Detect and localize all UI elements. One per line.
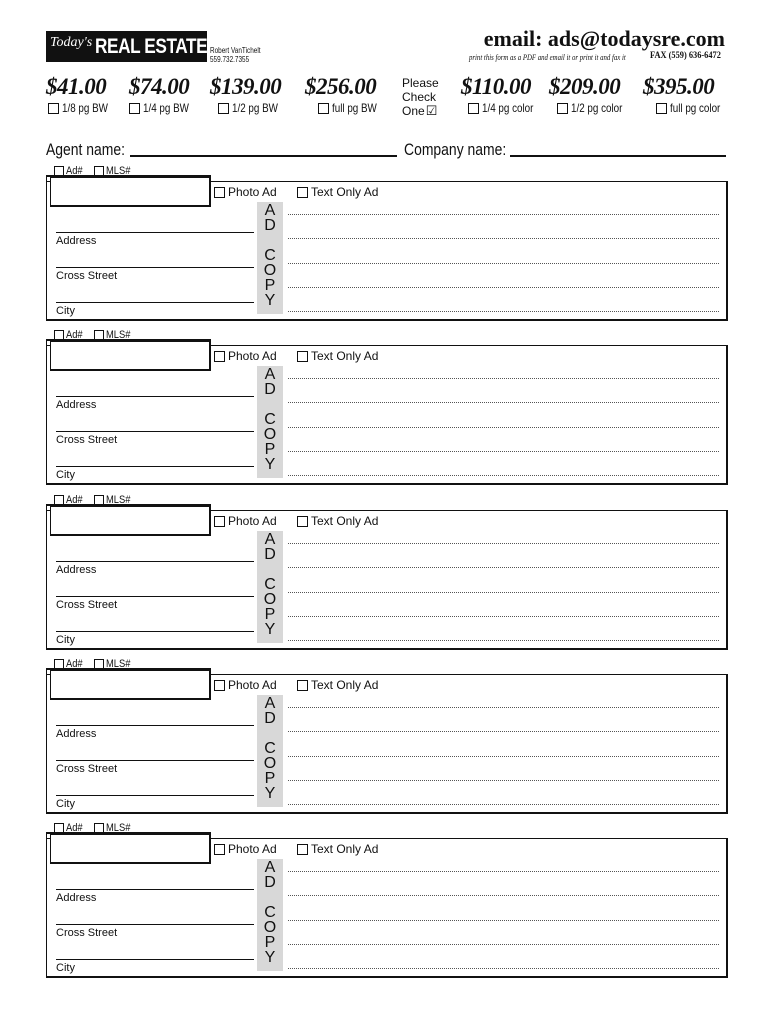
ad-tabs [54, 822, 142, 834]
ad-number-option[interactable] [54, 165, 86, 177]
ad-copy-line[interactable] [288, 780, 719, 781]
ad-number-label: Ad# [66, 165, 83, 177]
ad-number-input[interactable] [50, 834, 211, 864]
mls-number-option[interactable] [94, 329, 135, 341]
ad-copy-letter: O [263, 591, 277, 608]
mls-number-checkbox[interactable] [94, 495, 104, 505]
ad-copy-line[interactable] [288, 968, 719, 969]
option-1-4-color[interactable] [468, 101, 545, 115]
ad-copy-line[interactable] [288, 402, 719, 403]
please-line: Please [402, 76, 439, 90]
text-only-ad-label: Text Only Ad [311, 678, 379, 692]
ad-copy-line[interactable] [288, 592, 719, 593]
photo-ad-checkbox[interactable] [214, 187, 225, 198]
ad-copy-line[interactable] [288, 475, 719, 476]
text-only-ad-checkbox[interactable] [297, 187, 308, 198]
ad-copy-letter: A [264, 531, 276, 548]
ad-number-checkbox[interactable] [54, 330, 64, 340]
option-full-color[interactable] [656, 101, 731, 115]
mls-number-label: MLS# [105, 329, 131, 341]
ad-copy-line[interactable] [288, 567, 719, 568]
price-1-4-bw: $74.00 [129, 74, 190, 99]
checkbox-checked-icon: ☑ [425, 103, 438, 118]
cross-street-field[interactable] [56, 431, 254, 432]
option-1-2-bw[interactable] [218, 101, 288, 115]
text-only-ad-checkbox[interactable] [297, 680, 308, 691]
ad-copy-line[interactable] [288, 871, 719, 872]
ad-copy-letter: D [264, 874, 276, 891]
ad-copy-label [257, 202, 283, 314]
ad-copy-line[interactable] [288, 427, 719, 428]
ad-copy-letter: A [264, 859, 276, 876]
ad-copy-line[interactable] [288, 731, 719, 732]
address-field[interactable] [56, 396, 254, 397]
photo-ad-checkbox[interactable] [214, 351, 225, 362]
price-full-bw: $256.00 [305, 74, 377, 99]
ad-copy-letter: C [264, 247, 276, 264]
ad-copy-letter: Y [264, 621, 276, 638]
mls-number-label: MLS# [105, 165, 131, 177]
ad-number-checkbox[interactable] [54, 659, 64, 669]
ad-copy-line[interactable] [288, 640, 719, 641]
address-label: Address [56, 564, 97, 576]
mls-number-option[interactable] [94, 494, 135, 506]
ad-copy-letter: Y [264, 292, 276, 309]
address-label: Address [56, 235, 97, 247]
ad-copy-label [257, 366, 283, 478]
contact-name: Robert VanTichelt [210, 46, 261, 55]
ad-number-option[interactable] [54, 329, 86, 341]
option-label: full pg color [670, 101, 721, 115]
ad-copy-letter: C [264, 904, 276, 921]
ad-copy-letter: C [264, 411, 276, 428]
city-label: City [56, 305, 75, 317]
checkbox-1-8-bw[interactable] [48, 103, 59, 114]
text-only-ad-checkbox[interactable] [297, 844, 308, 855]
option-1-8-bw[interactable] [48, 101, 118, 115]
ad-number-input[interactable] [50, 177, 211, 207]
ad-copy-line[interactable] [288, 378, 719, 379]
logo-main: REAL ESTATE [95, 34, 208, 58]
photo-ad-option[interactable] [214, 185, 277, 199]
option-label: 1/4 pg color [482, 101, 534, 115]
ad-copy-letter: P [264, 606, 276, 623]
cross-street-label: Cross Street [56, 763, 118, 775]
cross-street-field[interactable] [56, 760, 254, 761]
ad-copy-letter: D [264, 710, 276, 727]
ad-block-3 [46, 494, 728, 650]
contact-phone: 559.732.7355 [210, 55, 250, 64]
ad-number-label: Ad# [66, 822, 83, 834]
text-only-ad-option[interactable] [297, 185, 378, 199]
photo-ad-label: Photo Ad [228, 678, 277, 692]
ad-tabs [54, 494, 142, 506]
ad-copy-line[interactable] [288, 920, 719, 921]
agent-name-field[interactable] [130, 155, 397, 157]
photo-ad-option[interactable] [214, 678, 277, 692]
one-line: One [402, 104, 425, 118]
logo-prefix: Today's [50, 34, 93, 50]
ad-copy-letter: O [263, 755, 277, 772]
city-label: City [56, 634, 75, 646]
photo-ad-option[interactable] [214, 842, 277, 856]
address-field[interactable] [56, 889, 254, 890]
mls-number-label: MLS# [105, 658, 131, 670]
price-1-2-bw: $139.00 [210, 74, 282, 99]
text-only-ad-option[interactable] [297, 514, 378, 528]
option-1-4-bw[interactable] [129, 101, 199, 115]
ad-copy-letter: O [263, 426, 277, 443]
photo-ad-checkbox[interactable] [214, 516, 225, 527]
text-only-ad-option[interactable] [297, 678, 378, 692]
ad-number-label: Ad# [66, 658, 83, 670]
city-field[interactable] [56, 959, 254, 960]
mls-number-checkbox[interactable] [94, 659, 104, 669]
mls-number-option[interactable] [94, 165, 135, 177]
price-1-4-color: $110.00 [461, 74, 531, 99]
mls-number-option[interactable] [94, 658, 135, 670]
check-line: Check [402, 89, 437, 104]
city-field[interactable] [56, 466, 254, 467]
ad-copy-letter: D [264, 217, 276, 234]
photo-ad-option[interactable] [214, 514, 277, 528]
ad-tabs [54, 165, 142, 177]
ad-number-checkbox[interactable] [54, 823, 64, 833]
cross-street-label: Cross Street [56, 270, 118, 282]
photo-ad-checkbox[interactable] [214, 844, 225, 855]
company-name-label: Company name: [404, 140, 507, 159]
city-field[interactable] [56, 795, 254, 796]
mls-number-checkbox[interactable] [94, 823, 104, 833]
cross-street-field[interactable] [56, 924, 254, 925]
option-label: 1/8 pg BW [62, 101, 108, 115]
mls-number-option[interactable] [94, 822, 135, 834]
checkbox-full-bw[interactable] [318, 103, 329, 114]
ad-copy-letter: P [264, 441, 276, 458]
ad-number-label: Ad# [66, 494, 83, 506]
text-only-ad-label: Text Only Ad [311, 842, 379, 856]
ad-copy-label [257, 695, 283, 807]
ad-copy-letter: C [264, 576, 276, 593]
photo-ad-option[interactable] [214, 349, 277, 363]
ad-copy-letter: P [264, 770, 276, 787]
ad-number-checkbox[interactable] [54, 166, 64, 176]
option-full-bw[interactable] [318, 101, 387, 115]
ad-block-2 [46, 329, 728, 485]
ad-copy-line[interactable] [288, 214, 719, 215]
cross-street-field[interactable] [56, 596, 254, 597]
address-label: Address [56, 399, 97, 411]
ad-copy-line[interactable] [288, 451, 719, 452]
price-full-color: $395.00 [643, 74, 715, 99]
ad-number-option[interactable] [54, 822, 86, 834]
ad-copy-letter: Y [264, 456, 276, 473]
ad-copy-letter: D [264, 546, 276, 563]
ad-number-input[interactable] [50, 341, 211, 371]
contact-info [210, 46, 261, 64]
cross-street-label: Cross Street [56, 434, 118, 446]
mls-number-checkbox[interactable] [94, 166, 104, 176]
ad-copy-label [257, 859, 283, 971]
ad-copy-line[interactable] [288, 287, 719, 288]
option-label: 1/4 pg BW [143, 101, 189, 115]
checkbox-1-2-color[interactable] [557, 103, 568, 114]
text-only-ad-label: Text Only Ad [311, 349, 379, 363]
ad-tabs [54, 658, 142, 670]
mls-number-label: MLS# [105, 822, 131, 834]
mls-number-label: MLS# [105, 494, 131, 506]
ad-copy-label [257, 531, 283, 643]
ad-copy-letter: A [264, 695, 276, 712]
address-label: Address [56, 728, 97, 740]
text-only-ad-label: Text Only Ad [311, 514, 379, 528]
mls-number-checkbox[interactable] [94, 330, 104, 340]
city-label: City [56, 798, 75, 810]
ad-number-input[interactable] [50, 670, 211, 700]
text-only-ad-checkbox[interactable] [297, 351, 308, 362]
ad-block-4 [46, 658, 728, 814]
ad-number-checkbox[interactable] [54, 495, 64, 505]
city-label: City [56, 469, 75, 481]
option-1-2-color[interactable] [557, 101, 634, 115]
city-field[interactable] [56, 631, 254, 632]
ad-copy-letter: A [264, 366, 276, 383]
address-field[interactable] [56, 232, 254, 233]
ad-copy-letter: C [264, 740, 276, 757]
photo-ad-label: Photo Ad [228, 842, 277, 856]
ad-number-option[interactable] [54, 658, 86, 670]
checkbox-1-2-bw[interactable] [218, 103, 229, 114]
ad-copy-line[interactable] [288, 543, 719, 544]
ad-copy-letter: D [264, 381, 276, 398]
ad-tabs [54, 329, 142, 341]
cross-street-label: Cross Street [56, 599, 118, 611]
photo-ad-label: Photo Ad [228, 185, 277, 199]
ad-copy-line[interactable] [288, 895, 719, 896]
ad-copy-line[interactable] [288, 707, 719, 708]
ad-number-label: Ad# [66, 329, 83, 341]
ad-copy-letter: O [263, 919, 277, 936]
email-address[interactable]: email: ads@todaysre.com [483, 26, 725, 51]
print-note: print this form as a PDF and email it or print it and fax it [469, 53, 626, 62]
ad-number-input[interactable] [50, 506, 211, 536]
ad-copy-letter: P [264, 934, 276, 951]
option-label: 1/2 pg color [571, 101, 623, 115]
option-label: full pg BW [332, 101, 377, 115]
ad-copy-letter: P [264, 277, 276, 294]
address-label: Address [56, 892, 97, 904]
checkbox-1-4-bw[interactable] [129, 103, 140, 114]
ad-copy-letter: A [264, 202, 276, 219]
text-only-ad-checkbox[interactable] [297, 516, 308, 527]
ad-copy-line[interactable] [288, 311, 719, 312]
checkbox-full-color[interactable] [656, 103, 667, 114]
cross-street-field[interactable] [56, 267, 254, 268]
fax-number: FAX (559) 636-6472 [650, 51, 721, 61]
address-field[interactable] [56, 561, 254, 562]
logo [46, 31, 207, 62]
photo-ad-checkbox[interactable] [214, 680, 225, 691]
cross-street-label: Cross Street [56, 927, 118, 939]
text-only-ad-label: Text Only Ad [311, 185, 379, 199]
ad-copy-letter: Y [264, 949, 276, 966]
ad-copy-line[interactable] [288, 616, 719, 617]
ad-block-1 [46, 165, 728, 321]
ad-copy-line[interactable] [288, 756, 719, 757]
agent-name-label: Agent name: [46, 140, 126, 159]
text-only-ad-option[interactable] [297, 349, 378, 363]
ad-copy-line[interactable] [288, 804, 719, 805]
address-field[interactable] [56, 725, 254, 726]
ad-copy-letter: Y [264, 785, 276, 802]
price-1-2-color: $209.00 [549, 74, 621, 99]
text-only-ad-option[interactable] [297, 842, 378, 856]
ad-copy-line[interactable] [288, 944, 719, 945]
city-label: City [56, 962, 75, 974]
city-field[interactable] [56, 302, 254, 303]
checkbox-1-4-color[interactable] [468, 103, 479, 114]
photo-ad-label: Photo Ad [228, 349, 277, 363]
company-name-field[interactable] [510, 155, 726, 157]
ad-copy-line[interactable] [288, 263, 719, 264]
please-check-one [402, 77, 439, 119]
ad-block-5 [46, 822, 728, 978]
photo-ad-label: Photo Ad [228, 514, 277, 528]
price-1-8-bw: $41.00 [46, 74, 107, 99]
ad-copy-letter: O [263, 262, 277, 279]
ad-copy-line[interactable] [288, 238, 719, 239]
ad-number-option[interactable] [54, 494, 86, 506]
option-label: 1/2 pg BW [232, 101, 278, 115]
